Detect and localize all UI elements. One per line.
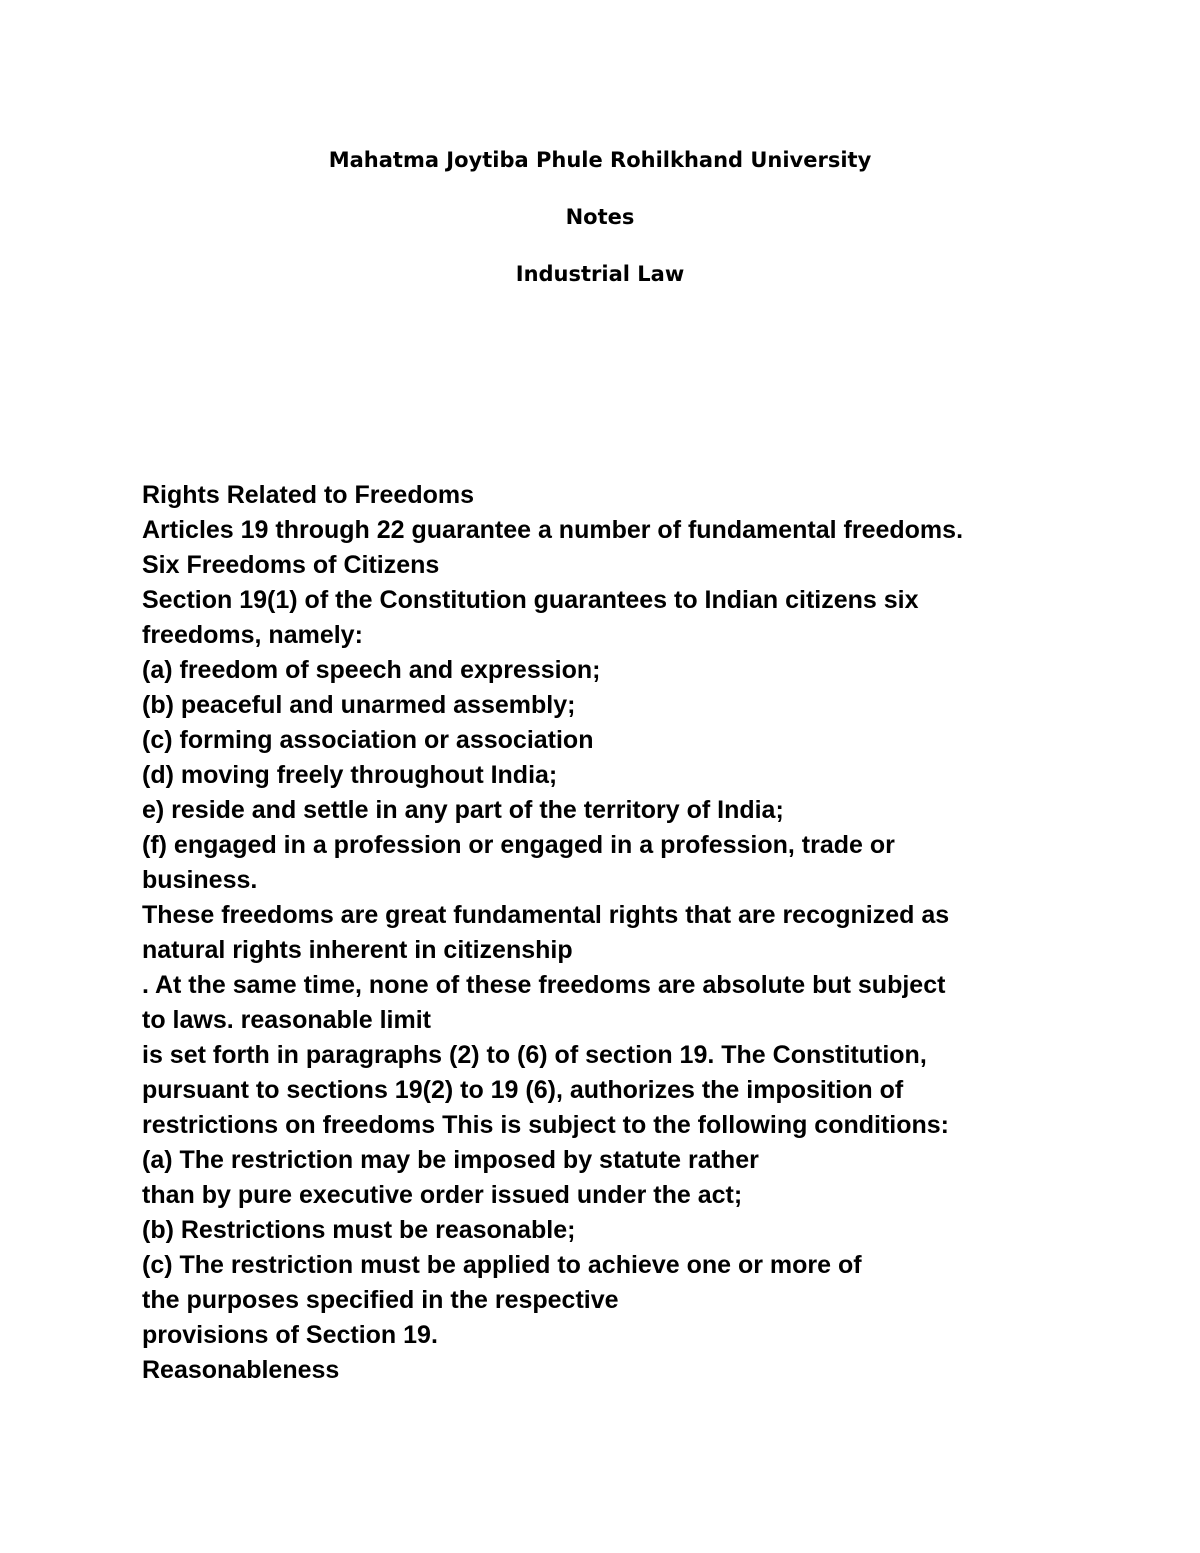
- condition-item: (a) The restriction may be imposed by statute rather: [142, 1146, 759, 1174]
- list-item: e) reside and settle in any part of the territory of India;: [142, 796, 784, 824]
- text-line: . At the same time, none of these freedoms are absolute but subject: [142, 971, 946, 999]
- notes-label: Notes: [565, 205, 635, 229]
- list-item: (a) freedom of speech and expression;: [142, 656, 601, 684]
- text-line: to laws. reasonable limit: [142, 1006, 431, 1034]
- subject-title: Industrial Law: [515, 262, 685, 286]
- list-item: (d) moving freely throughout India;: [142, 761, 558, 789]
- text-line: natural rights inherent in citizenship: [142, 936, 573, 964]
- section-heading: Rights Related to Freedoms: [142, 481, 474, 509]
- subsection-heading: Six Freedoms of Citizens: [142, 551, 440, 579]
- text-line: Articles 19 through 22 guarantee a number of fundamental freedoms.: [142, 516, 964, 544]
- text-line: Section 19(1) of the Constitution guarantees to Indian citizens six: [142, 586, 919, 614]
- text-line: These freedoms are great fundamental rights that are recognized as: [142, 901, 950, 929]
- list-item: (f) engaged in a profession or engaged in a profession, trade or: [142, 831, 895, 859]
- text-line: restrictions on freedoms This is subject to the following conditions:: [142, 1111, 950, 1139]
- condition-item: (b) Restrictions must be reasonable;: [142, 1216, 576, 1244]
- university-name: Mahatma Joytiba Phule Rohilkhand University: [328, 148, 872, 172]
- list-item: (c) forming association or association: [142, 726, 594, 754]
- text-line: provisions of Section 19.: [142, 1321, 438, 1349]
- document-body: [142, 478, 1042, 1388]
- text-line: the purposes specified in the respective: [142, 1286, 619, 1314]
- text-line: is set forth in paragraphs (2) to (6) of section 19. The Constitution,: [142, 1041, 927, 1069]
- text-line: business.: [142, 866, 258, 894]
- text-line: freedoms, namely:: [142, 621, 363, 649]
- section-heading: Reasonableness: [142, 1356, 340, 1384]
- document-header: [0, 138, 1200, 309]
- condition-item: (c) The restriction must be applied to achieve one or more of: [142, 1251, 862, 1279]
- text-line: than by pure executive order issued under the act;: [142, 1181, 743, 1209]
- list-item: (b) peaceful and unarmed assembly;: [142, 691, 576, 719]
- text-line: pursuant to sections 19(2) to 19 (6), authorizes the imposition of: [142, 1076, 904, 1104]
